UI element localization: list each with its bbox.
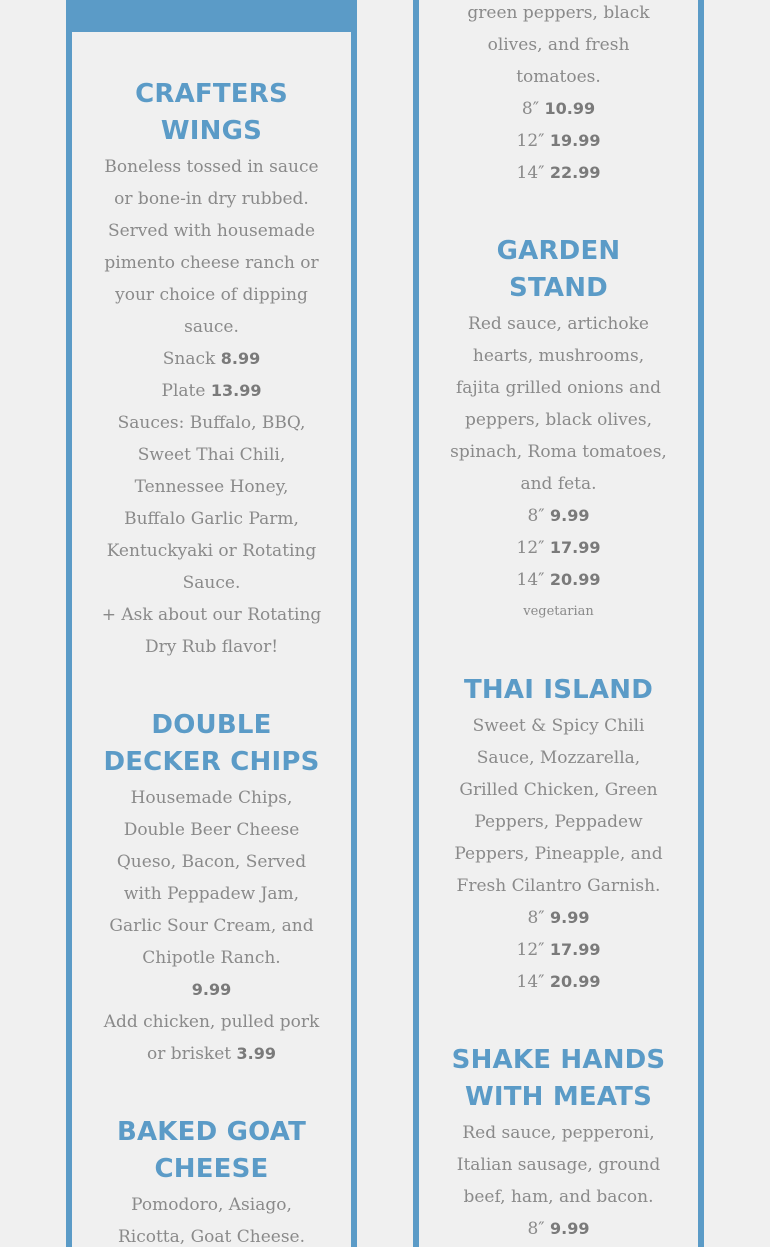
- price-line-14in: 14″ 20.99: [516, 570, 601, 590]
- menu-item-double-decker-chips: [72, 707, 351, 1070]
- price-line-8in: 8″ 9.99: [527, 908, 590, 928]
- item-description: green peppers, black olives, and fresh tomatoes.: [467, 3, 650, 87]
- item-title: DOUBLE DECKER CHIPS: [103, 710, 320, 777]
- item-description: Red sauce, pepperoni, Italian sausage, ground beef, ham, and bacon.: [456, 1123, 661, 1207]
- price-line-12in: 12″ 19.99: [516, 131, 601, 151]
- price-line-8in: 8″ 10.99: [521, 99, 596, 119]
- price-line-plate: Plate 13.99: [161, 381, 262, 401]
- price-line-8in: 8″ 9.99: [527, 506, 590, 526]
- addon-price-line: or brisket 3.99: [146, 1044, 277, 1064]
- price-line-12in: 12″ 17.99: [516, 538, 601, 558]
- price-line-8in: 8″ 9.99: [527, 1219, 590, 1239]
- item-description: Pomodoro, Asiago, Ricotta, Goat Cheese.: [117, 1195, 306, 1247]
- item-description: Red sauce, artichoke hearts, mushrooms, fajita grilled onions and peppers, black olives, spinach, Roma tomatoes, and feta.: [450, 314, 667, 494]
- sauce-list: Sauces: Buffalo, BBQ, Sweet Thai Chili, Tennessee Honey, Buffalo Garlic Parm, Kentuckyaki or Rotating Sauce.: [106, 413, 317, 593]
- menu-item-garden-stand: [419, 233, 698, 628]
- item-description: Boneless tossed in sauce or bone-in dry rubbed. Served with housemade pimento cheese ranch or your choice of dipping sauce.: [104, 157, 319, 337]
- menu-item-baked-goat-cheese: [72, 1114, 351, 1247]
- item-description: Sweet & Spicy Chili Sauce, Mozzarella, Grilled Chicken, Green Peppers, Peppadew Peppers, Pineapple, and Fresh Cilantro Garnish.: [454, 716, 663, 896]
- column-header-bar: [72, 0, 351, 32]
- menu-column-left: [66, 0, 357, 1247]
- menu-column-right: [413, 0, 704, 1247]
- menu-item-thai-island: [419, 672, 698, 998]
- price-line: 9.99: [191, 980, 232, 999]
- vegetarian-note: vegetarian: [523, 604, 594, 619]
- price-line-14in: 14″ 20.99: [516, 972, 601, 992]
- dry-rub-note: + Ask about our Rotating Dry Rub flavor!: [101, 605, 322, 657]
- addon-line: Add chicken, pulled pork: [103, 1012, 320, 1032]
- price-line-14in: 14″ 22.99: [516, 163, 601, 183]
- menu-item-crafters-wings: [72, 76, 351, 663]
- item-description: Housemade Chips, Double Beer Cheese Queso, Bacon, Served with Peppadew Jam, Garlic Sour Cream, and Chipotle Ranch.: [109, 788, 314, 968]
- item-title: CRAFTERS WINGS: [135, 79, 288, 146]
- item-title: BAKED GOAT CHEESE: [116, 1117, 307, 1184]
- item-title: THAI ISLAND: [464, 675, 653, 705]
- menu-item-shake-hands-with-meats: [419, 1042, 698, 1245]
- menu-item-continued: [419, 0, 698, 189]
- item-title: SHAKE HANDS WITH MEATS: [451, 1045, 666, 1112]
- price-line-snack: Snack 8.99: [162, 349, 261, 369]
- price-line-12in: 12″ 17.99: [516, 940, 601, 960]
- item-title: GARDEN STAND: [496, 236, 621, 303]
